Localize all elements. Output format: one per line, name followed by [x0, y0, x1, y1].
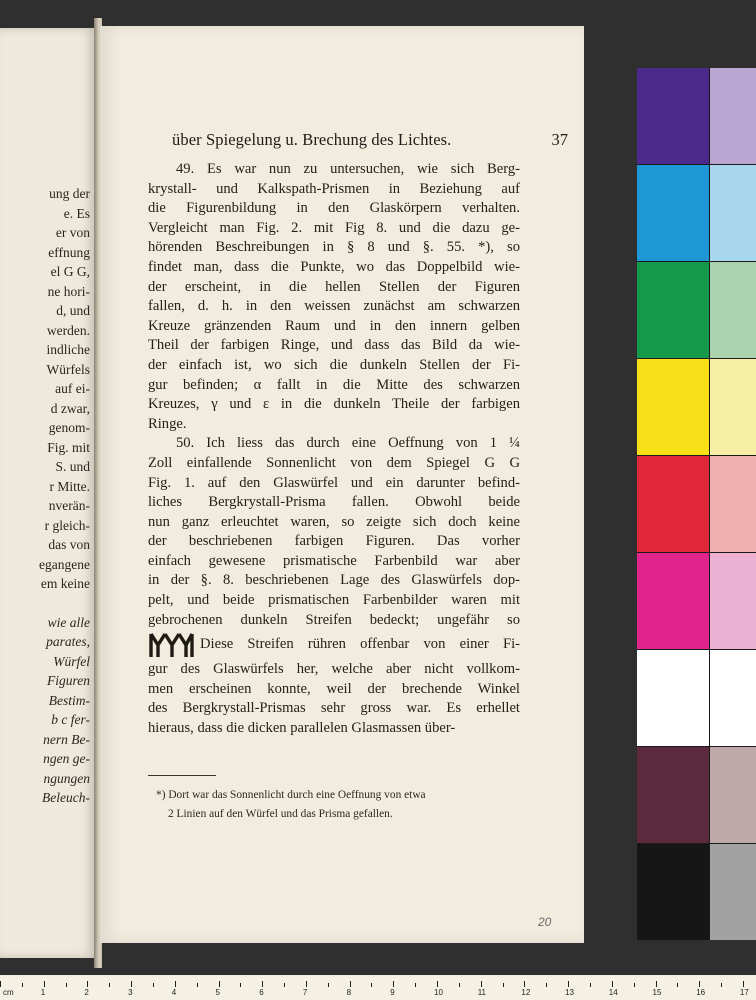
- left-page-line: werden.: [46, 322, 90, 338]
- ruler-tick: [524, 981, 525, 987]
- left-page-line: nverän-: [48, 498, 90, 513]
- left-page-line: wie alle: [47, 614, 90, 630]
- left-page-line: Würfel: [53, 653, 90, 669]
- footnote-line: *) Dort war das Sonnenlicht durch eine Oeffnung von etwa: [156, 789, 426, 801]
- pencil-page-mark: 20: [538, 915, 552, 929]
- color-swatch: [710, 262, 756, 358]
- ruler-unit: cm: [3, 988, 14, 997]
- ruler-tick: [306, 981, 307, 987]
- left-page-line: ngungen: [43, 770, 90, 786]
- color-swatch: [710, 165, 756, 261]
- body-line: die Figurenbildung in den Glaskörpern verhalten.: [148, 200, 520, 217]
- ruler-number: 14: [608, 988, 618, 997]
- ruler-tick: [437, 981, 438, 987]
- ruler-number: 15: [652, 988, 662, 997]
- ruler-number: 16: [696, 988, 706, 997]
- color-swatch: [710, 844, 756, 940]
- ruler-tick: [87, 981, 88, 987]
- left-page-line: er von: [55, 225, 90, 240]
- left-page-line: r Mitte.: [49, 478, 90, 494]
- ruler-number: 2: [84, 988, 89, 997]
- body-line: gur des Glaswürfels her, welche aber nicht vollkom-: [148, 661, 520, 678]
- left-page-line: effnung: [48, 244, 90, 260]
- left-page-line: ne hori-: [47, 283, 90, 299]
- ruler-tick: [197, 983, 198, 987]
- left-page-line: d zwar,: [50, 400, 90, 416]
- body-line: fallen, d. h. in den weissen zunächst am schwarzen: [148, 298, 520, 315]
- ruler-tick: [328, 983, 329, 987]
- body-line: Kreuze gränzenden Raum und in den innern gelben: [148, 317, 520, 334]
- ruler-tick: [612, 981, 613, 987]
- ruler-number: 10: [434, 988, 443, 997]
- ruler-tick: [0, 981, 1, 987]
- ruler-tick: [393, 981, 394, 987]
- ruler-number: 3: [128, 988, 133, 997]
- left-page-line: genom-: [48, 420, 90, 435]
- ruler-tick: [459, 983, 460, 987]
- left-page-line: d, und: [56, 303, 90, 318]
- ruler-tick: [240, 983, 241, 987]
- page-header: [148, 130, 568, 154]
- color-calibration-chart: [637, 68, 756, 940]
- left-page-line: b c fer-: [51, 712, 90, 727]
- ruler-tick: [721, 983, 722, 987]
- body-line: Vergleicht man Fig. 2. mit Fig 8. und die dazu ge-: [148, 219, 520, 236]
- ruler-tick: [219, 981, 220, 987]
- left-page-line: ung der: [49, 186, 90, 201]
- color-swatch: [637, 456, 709, 552]
- ruler-number: 8: [346, 988, 352, 997]
- body-line: des Bergkrystall-Prismas sehr gross war. Es erhellet: [148, 700, 520, 717]
- body-line: der erscheint, in die hellen Stellen der Figuren: [148, 278, 520, 295]
- color-swatch: [637, 650, 709, 746]
- body-line: Ringe.: [148, 415, 187, 432]
- color-swatch: [637, 844, 709, 940]
- body-text: [148, 160, 520, 739]
- left-page-line: indliche: [46, 342, 90, 357]
- ruler-tick: [350, 981, 351, 987]
- color-swatch: [637, 165, 709, 261]
- body-line: gur befinden; α fallt in die Mitte des schwarzen: [148, 376, 520, 393]
- body-line: gebrochenen dunkeln Streifen bedeckt; ungefähr so: [148, 611, 520, 628]
- left-page-line: Beleuch-: [42, 790, 90, 805]
- left-page-line: em keine: [40, 576, 90, 591]
- ruler-tick: [503, 983, 504, 987]
- ruler-tick: [743, 981, 744, 987]
- ruler-tick: [656, 981, 657, 987]
- color-swatch: [637, 553, 709, 649]
- body-line: der beschriebenen farbigen Figuren. Das vorher: [148, 533, 520, 550]
- ruler-number: 11: [477, 988, 486, 997]
- left-page-line: egangene: [39, 556, 90, 572]
- body-line: Kreuzes, γ und ε in die dunkeln Theile der farbigen: [148, 396, 520, 413]
- right-page: [100, 26, 584, 943]
- body-line: krystall- und Kalkspath-Prismen in Beziehung auf: [148, 180, 520, 197]
- footnote-rule: [148, 775, 216, 776]
- color-swatch: [710, 68, 756, 164]
- ruler-tick: [131, 981, 132, 987]
- color-swatch: [637, 262, 709, 358]
- ruler-tick: [590, 983, 591, 987]
- body-line: einfach gewesene prismatische Farbenbild war aber: [148, 552, 520, 569]
- left-page-line: das von: [48, 537, 90, 552]
- footnotes: [156, 786, 516, 824]
- left-page: [0, 28, 96, 958]
- ruler-tick: [284, 983, 285, 987]
- ruler-tick: [699, 981, 700, 987]
- left-page-line: auf ei-: [55, 381, 90, 396]
- body-line-text: Diese Streifen rühren offenbar von einer Fi-: [200, 636, 520, 653]
- left-page-line: ngen ge-: [43, 751, 90, 766]
- color-swatch: [710, 747, 756, 843]
- color-swatch: [710, 456, 756, 552]
- body-line: 50. Ich liess das durch eine Oeffnung von 1 ¼: [176, 435, 520, 452]
- body-line: 49. Es war nun zu untersuchen, wie sich Berg-: [176, 161, 520, 177]
- body-line: findet man, dass die Punkte, wo das Doppelbild wie-: [148, 258, 520, 275]
- body-line: Zoll einfallende Sonnenlicht von dem Spiegel G G: [148, 454, 520, 471]
- ruler-tick: [22, 983, 23, 987]
- body-line: men erscheinen konnte, weil der brechende Winkel: [148, 680, 520, 697]
- ruler-tick: [677, 983, 678, 987]
- ruler-number: 5: [215, 988, 220, 997]
- ruler-tick: [634, 983, 635, 987]
- color-swatch: [710, 650, 756, 746]
- body-line: Fig. 1. auf den Glaswürfel und ein darunter befind-: [148, 474, 520, 491]
- ruler-tick: [44, 981, 45, 987]
- body-line: nun ganz erleuchtet waren, so zeigte sich doch keine: [148, 513, 520, 530]
- body-line-with-figure: [148, 630, 520, 660]
- color-swatch: [710, 359, 756, 455]
- ruler-number: 1: [40, 988, 46, 997]
- left-page-line: parates,: [46, 634, 90, 649]
- body-line: hörenden Beschreibungen in § 8 und §. 55. *), so: [148, 239, 520, 256]
- ruler-tick: [546, 983, 547, 987]
- running-title: über Spiegelung u. Brechung des Lichtes.: [172, 130, 452, 149]
- ruler-tick: [66, 983, 67, 987]
- body-line: hieraus, dass die dicken parallelen Glasmassen über-: [148, 720, 456, 737]
- body-line: liches Bergkrystall-Prisma fallen. Obwohl beide: [148, 494, 520, 511]
- ruler-tick: [371, 983, 372, 987]
- left-page-line: nern Be-: [43, 731, 90, 747]
- left-page-line: Würfels: [46, 361, 90, 377]
- body-line: Theil der farbigen Ringe, und dass das Bild da wie-: [148, 337, 520, 354]
- ruler-tick: [568, 981, 569, 987]
- ruler-tick: [175, 981, 176, 987]
- ruler-tick: [415, 983, 416, 987]
- left-page-line: Figuren: [47, 673, 90, 688]
- ruler-tick: [153, 983, 154, 987]
- body-line: pelt, und beide prismatischen Farbenbilder waren mit: [148, 592, 520, 609]
- color-swatch: [637, 359, 709, 455]
- ruler-number: 6: [259, 988, 264, 997]
- ruler-number: 13: [565, 988, 574, 997]
- ruler-number: 4: [171, 988, 177, 997]
- left-page-line: el G G,: [50, 264, 90, 279]
- body-line: in der §. 8. beschriebenen Lage des Glaswürfels dop-: [148, 572, 520, 589]
- ruler-number: 7: [302, 988, 308, 997]
- page-number: 37: [551, 130, 568, 149]
- streifen-figure-icon: [148, 632, 194, 658]
- measuring-ruler: [0, 975, 756, 1000]
- left-page-line: e. Es: [63, 205, 90, 221]
- footnote-line: 2 Linien auf den Würfel und das Prisma gefallen.: [168, 808, 393, 820]
- color-swatch: [637, 68, 709, 164]
- color-swatch: [710, 553, 756, 649]
- ruler-tick: [109, 983, 110, 987]
- left-page-line: Fig. mit: [47, 439, 90, 455]
- left-page-line: r gleich-: [44, 517, 90, 533]
- ruler-tick: [262, 981, 263, 987]
- ruler-number: 17: [739, 988, 749, 997]
- left-page-text: [0, 184, 90, 808]
- left-page-line: Bestim-: [48, 692, 90, 708]
- ruler-tick: [481, 981, 482, 987]
- left-page-line: S. und: [55, 459, 90, 474]
- ruler-number: 9: [390, 988, 395, 997]
- ruler-number: 12: [521, 988, 531, 997]
- color-swatch: [637, 747, 709, 843]
- body-line: der einfach ist, wo sich die dunkeln Stellen der Fi-: [148, 356, 520, 373]
